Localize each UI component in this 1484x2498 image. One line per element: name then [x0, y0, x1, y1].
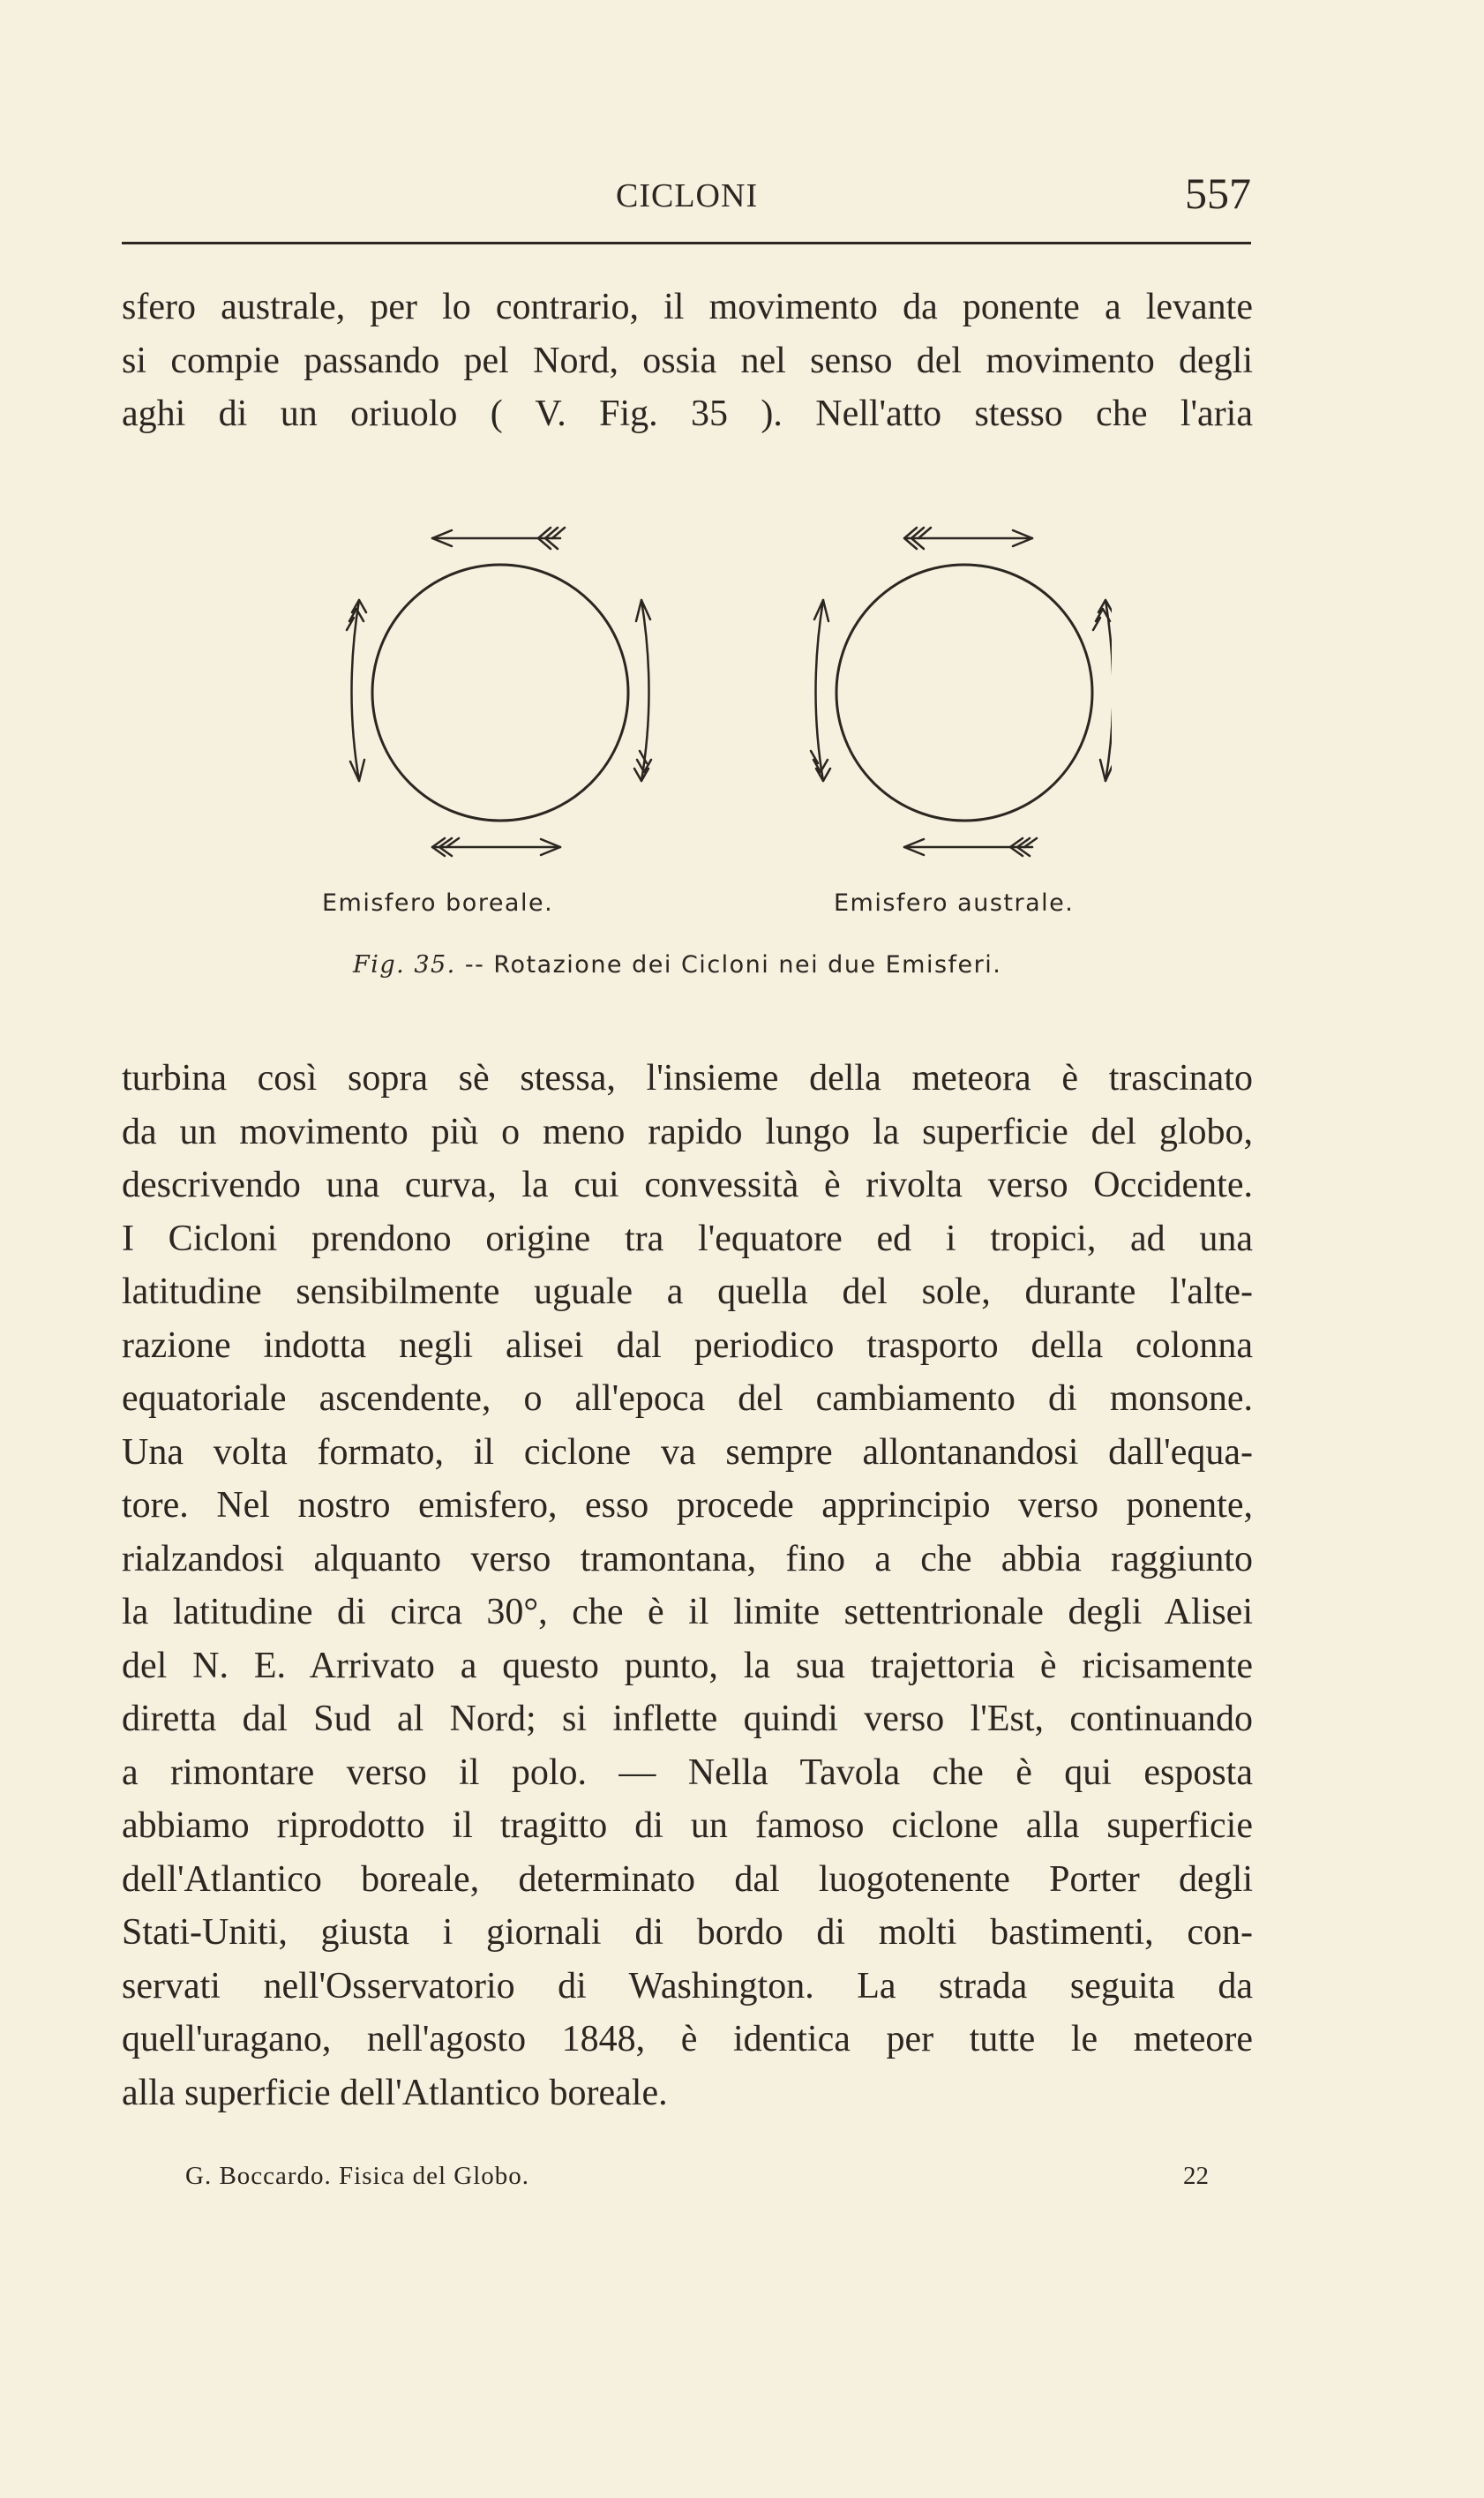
text-line: Una volta formato, il ciclone va sempre allontanandosi dall'equa- — [122, 1431, 1253, 1473]
cyclone-rotation-figure — [247, 516, 1112, 869]
text-line: abbiamo riprodotto il tragitto di un famoso ciclone alla superficie — [122, 1805, 1253, 1846]
text-line: sfero australe, per lo contrario, il movimento da ponente a levante — [122, 287, 1253, 327]
text-line: Stati-Uniti, giusta i giornali di bordo di molti bastimenti, con- — [122, 1912, 1253, 1953]
running-title: CICLONI — [616, 177, 759, 214]
text-line: del N. E. Arrivato a questo punto, la sua trajettoria è ricisamente — [122, 1645, 1253, 1686]
northern-circle — [372, 565, 628, 821]
text-line: descrivendo una curva, la cui convessità è rivolta verso Occidente. — [122, 1165, 1253, 1205]
south-arrow-top — [904, 528, 1032, 549]
label-southern-hemisphere: Emisfero australe. — [834, 889, 1075, 917]
south-arrow-left — [811, 600, 830, 781]
text-line: tore. Nel nostro emisfero, esso procede apprincipio verso ponente, — [122, 1485, 1253, 1526]
north-arrow-top — [432, 528, 565, 549]
page-number: 557 — [1185, 169, 1251, 218]
southern-circle — [836, 565, 1092, 821]
paragraph-top — [122, 281, 1253, 441]
text-line: aghi di un oriuolo ( V. Fig. 35 ). Nell'atto stesso che l'aria — [122, 394, 1253, 434]
text-line: si compie passando pel Nord, ossia nel senso del movimento degli — [122, 340, 1253, 381]
south-arrow-right — [1093, 600, 1112, 781]
text-line: quell'uragano, nell'agosto 1848, è identica per tutte le meteore — [122, 2019, 1253, 2059]
text-line: razione indotta negli alisei dal periodico trasporto della colonna — [122, 1324, 1253, 1366]
text-line: dell'Atlantico boreale, determinato dal luogotenente Porter degli — [122, 1858, 1253, 1900]
text-line: I Cicloni prendono origine tra l'equatore ed i tropici, ad una — [122, 1218, 1253, 1259]
figure-caption — [353, 951, 1001, 979]
paragraph-main — [122, 1052, 1253, 2119]
text-line: servati nell'Osservatorio di Washington. La strada seguita da — [122, 1965, 1253, 2007]
text-line: a rimontare verso il polo. — Nella Tavola che è qui esposta — [122, 1752, 1253, 1793]
caption-fig-number: Fig. 35. — [353, 951, 456, 979]
signature-mark: 22 — [1183, 2162, 1209, 2190]
text-line: alla superficie dell'Atlantico boreale. — [122, 2072, 668, 2113]
text-line: rialzandosi alquanto verso tramontana, fino a che abbia raggiunto — [122, 1538, 1253, 1579]
south-arrow-bottom — [904, 838, 1037, 856]
caption-text: -- Rotazione dei Cicloni nei due Emisferi. — [464, 951, 1002, 979]
text-line: diretta dal Sud al Nord; si inflette quindi verso l'Est, continuando — [122, 1699, 1253, 1739]
north-arrow-right — [634, 600, 651, 781]
north-arrow-bottom — [432, 838, 560, 856]
footer-author-title: G. Boccardo. Fisica del Globo. — [185, 2162, 530, 2190]
text-line: la latitudine di circa 30°, che è il limite settentrionale degli Alisei — [122, 1592, 1253, 1632]
page-footer — [185, 2162, 1209, 2206]
page-header — [122, 168, 1251, 229]
text-line: latitudine sensibilmente uguale a quella del sole, durante l'alte- — [122, 1272, 1253, 1312]
label-northern-hemisphere: Emisfero boreale. — [322, 889, 554, 917]
text-line: da un movimento più o meno rapido lungo la superficie del globo, — [122, 1111, 1253, 1152]
text-line: equatoriale ascendente, o all'epoca del cambiamento di monsone. — [122, 1378, 1253, 1419]
header-rule — [122, 242, 1251, 244]
text-line: turbina così sopra sè stessa, l'insieme della meteora è trascinato — [122, 1058, 1253, 1099]
north-arrow-left — [347, 600, 366, 781]
